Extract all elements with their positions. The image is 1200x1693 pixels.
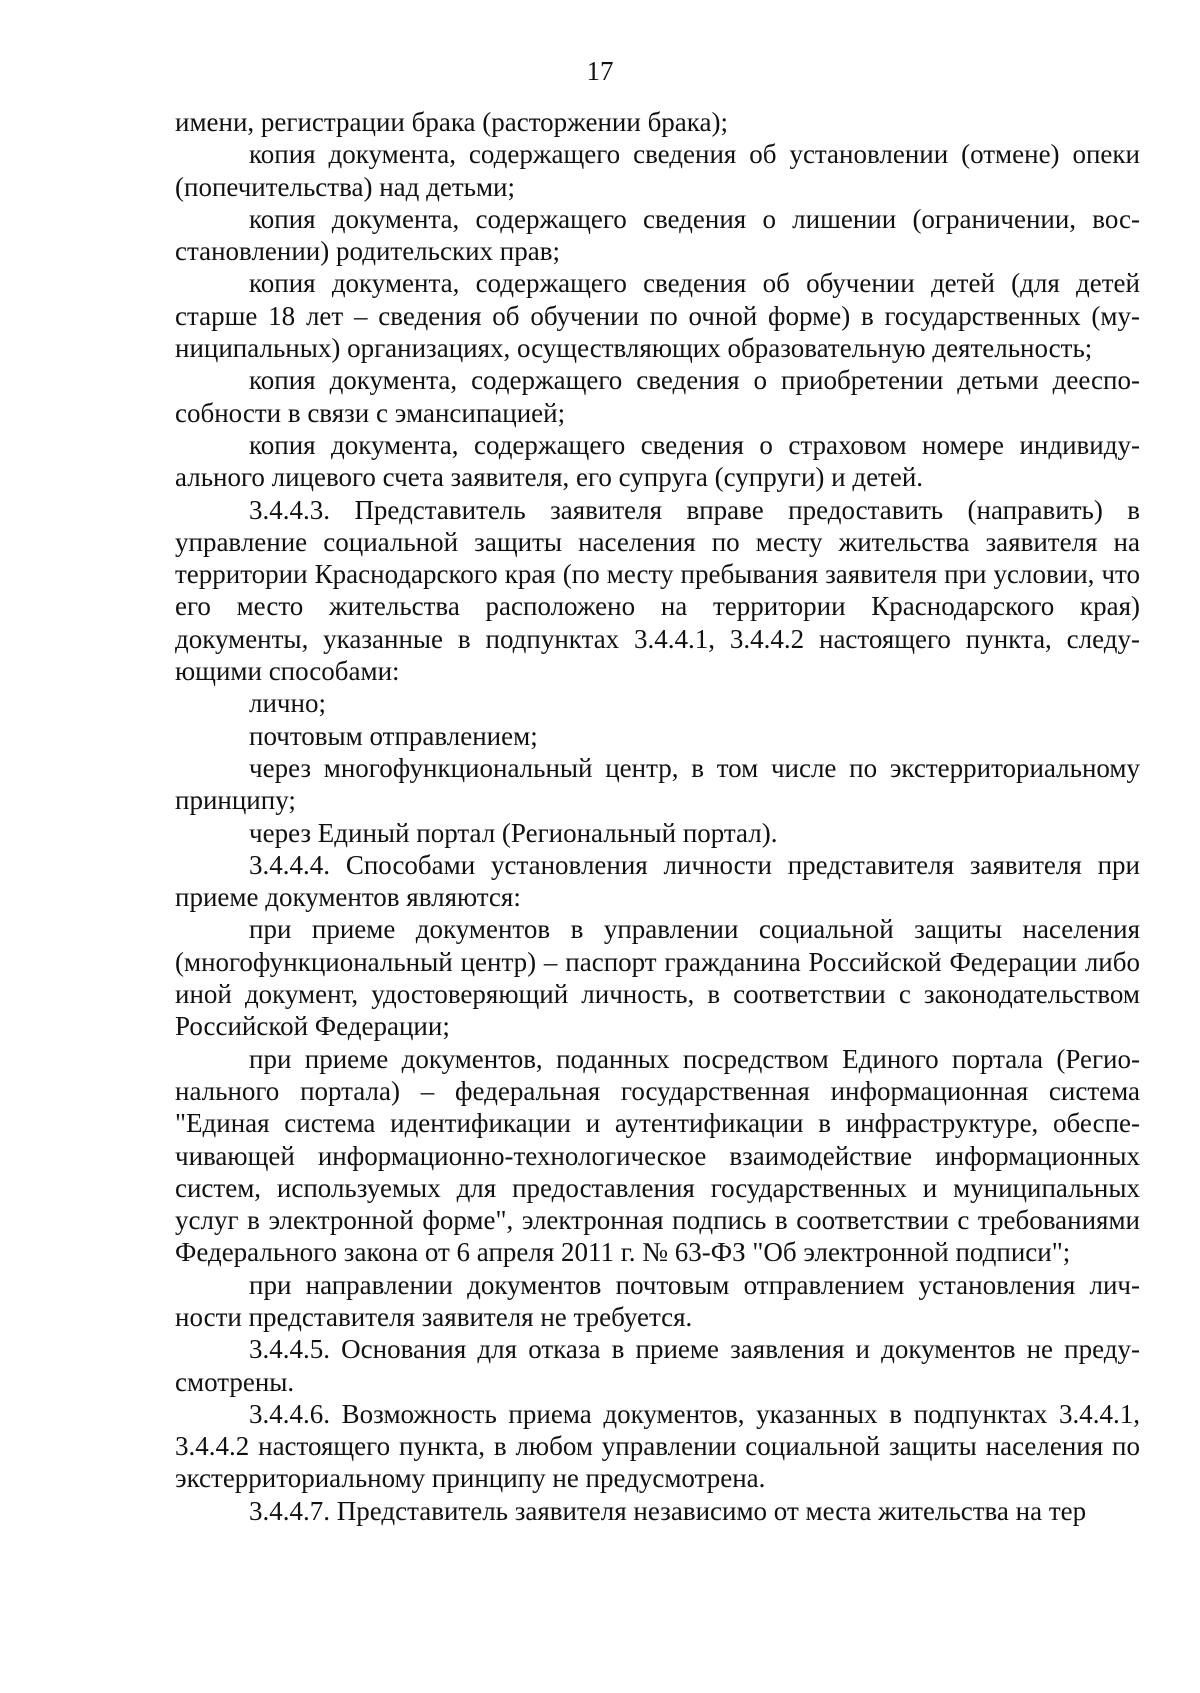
document-body xyxy=(175,106,1140,1527)
paragraph-3: копия документа, содержащего сведения о лишении (ограничении, восстановлении) родительских прав; xyxy=(175,203,1140,267)
paragraph-14: при приеме документов, поданных посредством Единого портала (Регионального портала) – федеральная государственная информационная система "Единая система идентификации и аутентификации в инфраструктуре, обеспечивающей информационно-технологическое взаимодействие информационных систем, используемых для предоставления государственных и муниципальных услуг в электронной форме", электронная подпись в соответствии с требованиями Федерального закона от 6 апреля 2011 г. № 63-ФЗ "Об электронной подписи"; xyxy=(175,1043,1140,1268)
paragraph-4: копия документа, содержащего сведения об обучении детей (для детей старше 18 лет – сведения об обучении по очной форме) в государственных (муниципальных) организациях, осуществляющих образовательную деятельность; xyxy=(175,268,1140,364)
paragraph-13: при приеме документов в управлении социальной защиты населения (многофункциональный центр) – паспорт гражданина Российской Федерации либо иной документ, удостоверяющий личность, в соответствии с законодательством Российской Федерации; xyxy=(175,914,1140,1042)
paragraph-9: почтовым отправлением; xyxy=(249,720,538,751)
paragraph-6: копия документа, содержащего сведения о страховом номере индивидуального лицевого счета заявителя, его супруга (супруги) и детей. xyxy=(175,429,1140,493)
paragraph-1: имени, регистрации брака (расторжении брака); xyxy=(175,107,728,137)
paragraph-12: 3.4.4.4. Способами установления личности представителя заявителя при приеме документов являются: xyxy=(175,849,1140,913)
paragraph-8: лично; xyxy=(249,688,326,719)
page-number: 17 xyxy=(586,56,614,86)
paragraph-17: 3.4.4.6. Возможность приема документов, указанных в подпунктах 3.4.4.1, 3.4.4.2 настоящего пункта, в любом управлении социальной защиты населения по экстерриториальному принципу не предусмотрена. xyxy=(175,1398,1140,1494)
paragraph-7: 3.4.4.3. Представитель заявителя вправе предоставить (направить) в управление социальной защиты населения по месту жительства заявителя на территории Краснодарского края (по месту пребывания заявителя при условии, что его место жительства расположено на территории Краснодарского края) документы, указанные в подпунктах 3.4.4.1, 3.4.4.2 настоящего пункта, следующими способами: xyxy=(175,494,1140,687)
paragraph-2: копия документа, содержащего сведения об установлении (отмене) опеки (попечительства) над детьми; xyxy=(175,139,1140,202)
paragraph-10: через многофункциональный центр, в том числе по экстерриториальному принципу; xyxy=(175,752,1140,816)
paragraph-18: 3.4.4.7. Представитель заявителя независимо от места жительства на тер xyxy=(249,1495,1087,1526)
paragraph-5: копия документа, содержащего сведения о приобретении детьми дееспособности в связи с эмансипацией; xyxy=(175,365,1140,428)
paragraph-15: при направлении документов почтовым отправлением установления личности представителя заявителя не требуется. xyxy=(175,1269,1140,1332)
paragraph-16: 3.4.4.5. Основания для отказа в приеме заявления и документов не предусмотрены. xyxy=(175,1334,1140,1397)
paragraph-11: через Единый портал (Региональный портал). xyxy=(249,817,778,848)
